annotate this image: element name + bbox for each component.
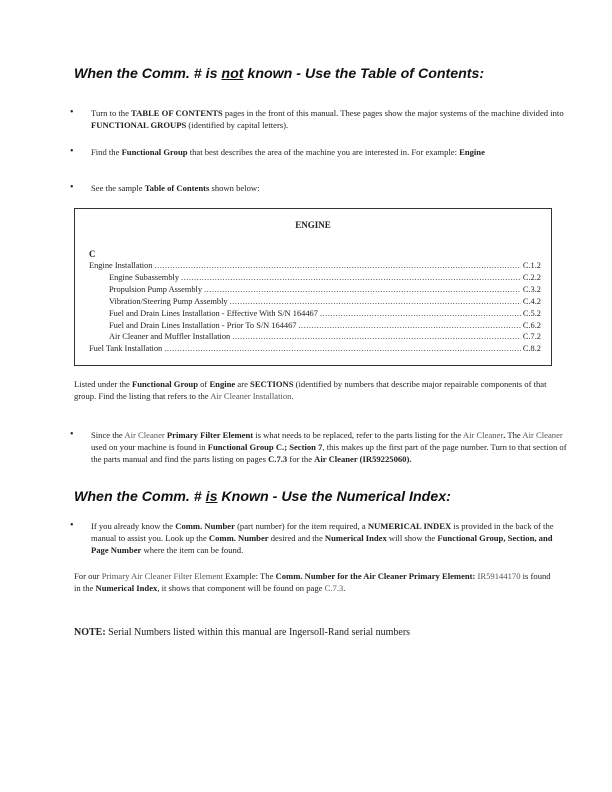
toc-entry-page: C.8.2 — [522, 344, 541, 354]
text-run: shown below: — [209, 183, 260, 193]
bullet-text — [91, 107, 570, 131]
toc-entry — [89, 260, 541, 271]
bold-text: Comm. Number for the Air Cleaner Primary Element: — [275, 571, 476, 581]
text-run: desired and the — [268, 533, 325, 543]
text-run: for the — [287, 454, 315, 464]
dot-leader — [298, 320, 520, 331]
toc-entry-page: C.6.2 — [522, 320, 541, 330]
bold-text: Functional Group — [132, 379, 198, 389]
bullet-text — [91, 520, 570, 556]
text-run: Find the — [91, 147, 122, 157]
bold-text: Air Cleaner (IR59225060). — [314, 454, 412, 464]
dot-leader — [230, 296, 521, 307]
note-text: Serial Numbers listed within this manual are Ingersoll-Rand serial numbers — [105, 627, 411, 638]
highlighted-text: Primary Air Cleaner Filter Element — [101, 571, 223, 581]
toc-entry — [109, 320, 541, 331]
bullet-icon: • — [70, 107, 74, 118]
text-run: The — [505, 430, 523, 440]
toc-entry — [109, 331, 541, 342]
text-run: will show the — [386, 533, 438, 543]
toc-entry-label: Fuel and Drain Lines Installation - Effective With S/N 164467 — [109, 308, 318, 318]
bold-text: Numerical Index — [95, 583, 158, 593]
text-run: . — [343, 583, 346, 593]
serial-number-note — [74, 627, 410, 638]
bold-text: Table of Contents — [144, 183, 210, 193]
toc-entry-label: Vibration/Steering Pump Assembly — [109, 296, 228, 306]
toc-entry-label: Fuel and Drain Lines Installation - Prior To S/N 164467 — [109, 320, 297, 330]
toc-entry-label: Propulsion Pump Assembly — [109, 284, 203, 294]
sample-table-of-contents — [74, 208, 552, 366]
heading-underlined-word: not — [221, 66, 244, 82]
dot-leader — [320, 308, 521, 319]
instruction-bullet — [70, 107, 570, 131]
bold-text: Engine — [459, 147, 485, 157]
text-run: If you already know the — [91, 521, 176, 531]
text-run: pages in the front of this manual. These pages show the major systems of the machine divided into — [222, 108, 564, 118]
bullet-icon: • — [70, 182, 74, 193]
instruction-bullet — [70, 520, 570, 556]
toc-entry — [109, 284, 541, 295]
bullet-icon: • — [70, 520, 74, 531]
section-heading-table-of-contents — [74, 66, 484, 82]
dot-leader — [204, 284, 521, 295]
note-label: NOTE: — [74, 627, 106, 638]
bold-text: C.7.3 — [268, 454, 288, 464]
toc-entry-page: C.7.2 — [522, 332, 541, 342]
toc-group-letter: C — [89, 249, 96, 259]
example-paragraph — [74, 570, 554, 594]
text-run: used on your machine is found in — [91, 442, 208, 452]
toc-title: ENGINE — [295, 220, 331, 230]
dot-leader — [164, 343, 521, 354]
bold-text: Numerical Index — [324, 533, 387, 543]
text-run: , this makes up the first part of the page number. Turn to that section of the parts manual and find the parts listing on pages — [91, 442, 567, 464]
toc-entry-page: C.2.2 — [522, 272, 541, 282]
instruction-bullet — [70, 182, 570, 194]
bold-text: TABLE OF CONTENTS — [131, 108, 223, 118]
bullet-text — [91, 146, 570, 158]
bullet-text — [91, 182, 570, 194]
toc-entry-label: Engine Installation — [89, 261, 153, 270]
instruction-bullet — [70, 429, 570, 465]
text-run: Since the — [91, 430, 125, 440]
text-run: (identified by numbers that describe major repairable components of that group. Find the listing that refers to the — [74, 379, 547, 401]
toc-entry-label: Fuel Tank Installation — [89, 344, 163, 354]
text-run: (part number) for the item required, a — [234, 521, 368, 531]
highlighted-text: Air Cleaner Installation — [210, 391, 292, 401]
text-run: See the sample — [91, 183, 145, 193]
toc-entry — [109, 296, 541, 307]
text-run: of — [197, 379, 210, 389]
toc-entry-page: C.4.2 — [522, 296, 541, 306]
highlighted-text: Air Cleaner — [522, 430, 563, 440]
heading-underlined-word: is — [205, 489, 218, 505]
toc-entry-page: C.1.2 — [522, 261, 541, 270]
bold-text: FUNCTIONAL GROUPS — [91, 120, 187, 130]
bullet-icon: • — [70, 146, 74, 157]
highlighted-text: Air Cleaner — [462, 430, 504, 440]
bold-text: Engine — [209, 379, 236, 389]
heading-text-post: known - Use the Table of Contents: — [243, 66, 485, 82]
heading-text-post: Known - Use the Numerical Index: — [217, 489, 451, 505]
toc-entry-label: Engine Subassembly — [109, 272, 180, 282]
toc-entry — [109, 272, 541, 283]
bold-text: Primary Filter Element — [166, 430, 254, 440]
bold-text: Functional Group, Section, and Page Number — [91, 533, 553, 555]
bold-text: Functional Group C.; Section 7 — [207, 442, 323, 452]
bold-text: . — [503, 430, 506, 440]
toc-entry — [89, 343, 541, 354]
sections-explanation — [74, 378, 554, 402]
dot-leader — [155, 260, 521, 271]
text-run: is found in the — [74, 571, 551, 593]
text-run: , it shows that component will be found on page — [157, 583, 325, 593]
highlighted-text: C.7.3 — [324, 583, 344, 593]
highlighted-text: Air Cleaner — [124, 430, 165, 440]
text-run: is provided in the back of the manual to assist you. Look up the — [91, 521, 554, 543]
text-run: that best describes the area of the machine you are interested in. For example: — [187, 147, 460, 157]
text-run: For our — [74, 571, 102, 581]
toc-entry-page: C.5.2 — [522, 308, 541, 318]
text-run: Example: The — [222, 571, 276, 581]
heading-text-pre: When the Comm. # — [74, 489, 206, 505]
dot-leader — [232, 331, 521, 342]
bold-text: Functional Group — [121, 147, 188, 157]
toc-entry — [109, 308, 541, 319]
bold-text: NUMERICAL INDEX — [367, 521, 452, 531]
dot-leader — [181, 272, 521, 283]
bullet-icon: • — [70, 429, 74, 440]
text-run: . — [291, 391, 294, 401]
text-run: Listed under the — [74, 379, 132, 389]
toc-entry-page: C.3.2 — [522, 284, 541, 294]
heading-text-pre: When the Comm. # is — [74, 66, 222, 82]
bold-text: Comm. Number — [175, 521, 235, 531]
text-run: Turn to the — [91, 108, 132, 118]
bold-text: Comm. Number — [208, 533, 269, 543]
section-heading-numerical-index — [74, 489, 451, 505]
bullet-text — [91, 429, 570, 465]
highlighted-text: IR59144170 — [475, 571, 521, 581]
text-run: is what needs to be replaced, refer to the parts listing for the — [253, 430, 463, 440]
bold-text: SECTIONS — [250, 379, 294, 389]
text-run: where the item can be found. — [141, 545, 244, 555]
text-run: (identified by capital letters). — [186, 120, 289, 130]
text-run: are — [235, 379, 251, 389]
instruction-bullet — [70, 146, 570, 158]
toc-entry-label: Air Cleaner and Muffler Installation — [109, 332, 231, 342]
